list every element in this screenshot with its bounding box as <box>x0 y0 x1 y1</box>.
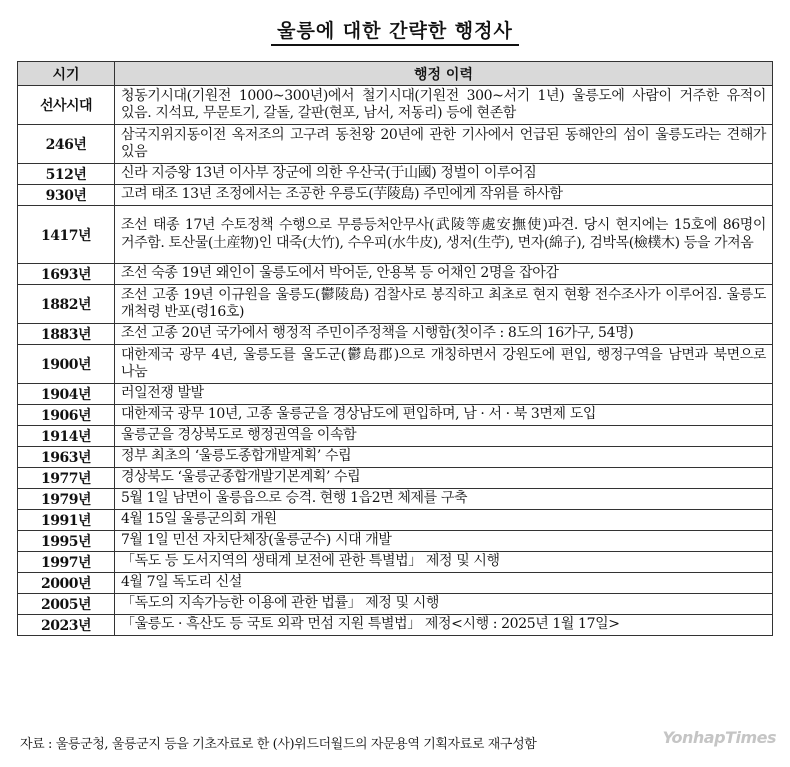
table-row <box>18 510 773 531</box>
row-year: 1900년 <box>18 345 115 384</box>
table-row <box>18 185 773 206</box>
table-row <box>18 384 773 405</box>
row-description: 조선 태종 17년 수토정책 수행으로 무릉등처안무사(武陵等處安撫使)파견. 당시 현지에는 15호에 86명이 거주함. 토산물(土産物)인 대죽(大竹), 수우피(水牛皮), 생저(生苧), 면자(綿子), 검박목(檢樸木) 등을 가져옴 <box>115 206 773 264</box>
table-row <box>18 531 773 552</box>
row-year: 1963년 <box>18 447 115 468</box>
row-year: 1995년 <box>18 531 115 552</box>
table-row <box>18 489 773 510</box>
column-header-period: 시기 <box>18 62 115 86</box>
row-description: 청동기시대(기원전 1000~300년)에서 철기시대(기원전 300~서기 1년) 울릉도에 사람이 거주한 유적이 있음. 지석묘, 무문토기, 갈돌, 갈판(현포, 남서, 저동리) 등에 현존함 <box>115 86 773 125</box>
row-year: 512년 <box>18 164 115 185</box>
source-footnote: 자료 : 울릉군청, 울릉군지 등을 기초자료로 한 (사)위드더월드의 자문용역 기획자료로 재구성함 <box>20 737 537 752</box>
row-year: 930년 <box>18 185 115 206</box>
history-table <box>17 61 773 636</box>
table-row <box>18 125 773 164</box>
table-row <box>18 426 773 447</box>
row-year: 2005년 <box>18 594 115 615</box>
table-header-row <box>18 62 773 86</box>
row-description: 조선 고종 19년 이규원을 울릉도(鬱陵島) 검찰사로 봉직하고 최초로 현지 현황 전수조사가 이루어짐. 울릉도 개척령 반포(령16호) <box>115 285 773 324</box>
row-year: 1906년 <box>18 405 115 426</box>
row-description: 「독도 등 도서지역의 생태계 보전에 관한 특별법」 제정 및 시행 <box>115 552 773 573</box>
row-year: 1977년 <box>18 468 115 489</box>
row-year: 1904년 <box>18 384 115 405</box>
row-year: 2000년 <box>18 573 115 594</box>
row-description: 울릉군을 경상북도로 행정권역을 이속함 <box>115 426 773 447</box>
table-row <box>18 447 773 468</box>
row-description: 대한제국 광무 4년, 울릉도를 울도군(鬱島郡)으로 개칭하면서 강원도에 편입, 행정구역을 남면과 북면으로 나눔 <box>115 345 773 384</box>
row-description: 4월 7일 독도리 신설 <box>115 573 773 594</box>
table-row <box>18 552 773 573</box>
row-year: 1997년 <box>18 552 115 573</box>
row-description: 정부 최초의 ‘울릉도종합개발계획’ 수립 <box>115 447 773 468</box>
row-description: 5월 1일 남면이 울릉읍으로 승격. 현행 1읍2면 체제를 구축 <box>115 489 773 510</box>
row-year: 2023년 <box>18 615 115 636</box>
table-row <box>18 573 773 594</box>
column-header-history: 행정 이력 <box>115 62 773 86</box>
row-description: 신라 지증왕 13년 이사부 장군에 의한 우산국(于山國) 정벌이 이루어짐 <box>115 164 773 185</box>
row-description: 4월 15일 울릉군의회 개원 <box>115 510 773 531</box>
row-year: 1914년 <box>18 426 115 447</box>
row-description: 경상북도 ‘울릉군종합개발기본계획’ 수립 <box>115 468 773 489</box>
row-description: 대한제국 광무 10년, 고종 울릉군을 경상남도에 편입하며, 남 · 서 · 북 3면제 도입 <box>115 405 773 426</box>
row-description: 「독도의 지속가능한 이용에 관한 법률」 제정 및 시행 <box>115 594 773 615</box>
row-year: 1979년 <box>18 489 115 510</box>
table-row <box>18 594 773 615</box>
table-row <box>18 615 773 636</box>
row-year: 1693년 <box>18 264 115 285</box>
table-row <box>18 345 773 384</box>
row-description: 「울릉도 · 흑산도 등 국토 외곽 먼섬 지원 특별법」 제정<시행 : 2025년 1월 17일> <box>115 615 773 636</box>
table-row <box>18 206 773 264</box>
table-row <box>18 324 773 345</box>
row-year: 1417년 <box>18 206 115 264</box>
row-description: 고려 태조 13년 조정에서는 조공한 우릉도(芋陵島) 주민에게 작위를 하사함 <box>115 185 773 206</box>
row-description: 조선 고종 20년 국가에서 행정적 주민이주정책을 시행함(첫이주 : 8도의 16가구, 54명) <box>115 324 773 345</box>
row-description: 조선 숙종 19년 왜인이 울릉도에서 박어둔, 안용복 등 어채인 2명을 잡아감 <box>115 264 773 285</box>
row-year: 246년 <box>18 125 115 164</box>
table-row <box>18 405 773 426</box>
table-row <box>18 285 773 324</box>
row-description: 러일전쟁 발발 <box>115 384 773 405</box>
table-row <box>18 164 773 185</box>
row-year: 선사시대 <box>18 86 115 125</box>
table-row <box>18 86 773 125</box>
watermark-logo: YonhapTimes <box>662 728 776 747</box>
row-year: 1991년 <box>18 510 115 531</box>
row-description: 삼국지위지동이전 옥저조의 고구려 동천왕 20년에 관한 기사에서 언급된 동해안의 섬이 울릉도라는 견해가 있음 <box>115 125 773 164</box>
table-row <box>18 264 773 285</box>
row-description: 7월 1일 민선 자치단체장(울릉군수) 시대 개발 <box>115 531 773 552</box>
row-year: 1882년 <box>18 285 115 324</box>
row-year: 1883년 <box>18 324 115 345</box>
page-title: 울릉에 대한 간략한 행정사 <box>0 16 790 43</box>
table-row <box>18 468 773 489</box>
